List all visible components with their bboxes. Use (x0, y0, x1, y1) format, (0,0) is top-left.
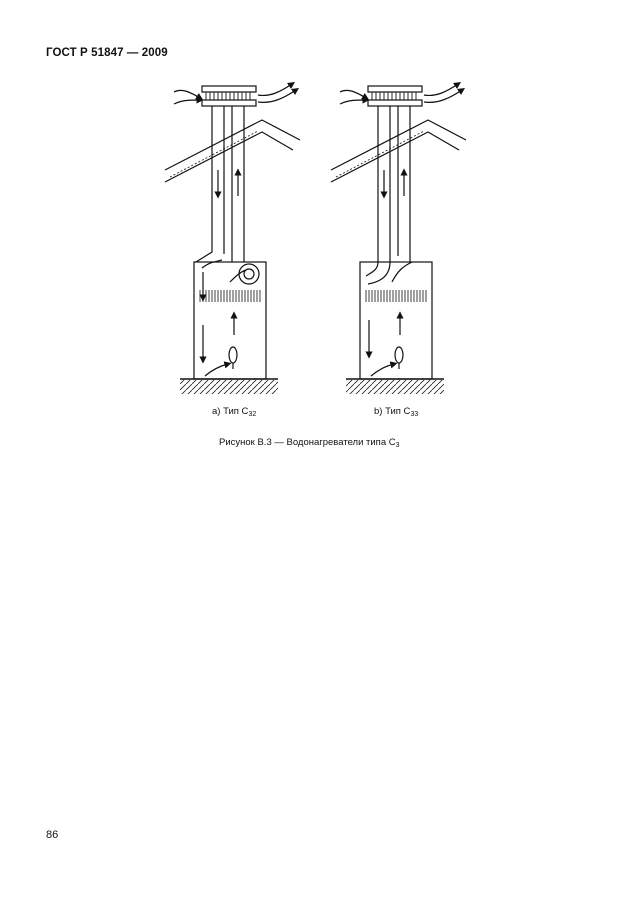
diagram-panel-a (165, 84, 300, 394)
heat-exchanger-b (366, 290, 426, 302)
chimney-terminal-a (202, 86, 256, 106)
ground-b (346, 380, 444, 394)
diagram-panel-b (331, 84, 466, 394)
page-number: 86 (46, 829, 59, 841)
flue-duct-b (366, 106, 390, 284)
air-supply-duct-a (196, 106, 224, 262)
burner-flame-a (229, 347, 237, 363)
chimney-terminal-b (368, 86, 422, 106)
panel-b-label: b) Тип $С_{33}$ (374, 406, 419, 418)
document-header: ГОСТ Р 51847 — 2009 (46, 47, 168, 59)
panel-a-label: а) Тип $С_{32}$ (212, 406, 257, 418)
heat-exchanger-a (200, 290, 260, 302)
figure-caption: Рисунок В.3 — Водонагреватели типа $С_3$ (219, 437, 400, 449)
burner-flame-b (395, 347, 403, 363)
ground-a (180, 380, 278, 394)
